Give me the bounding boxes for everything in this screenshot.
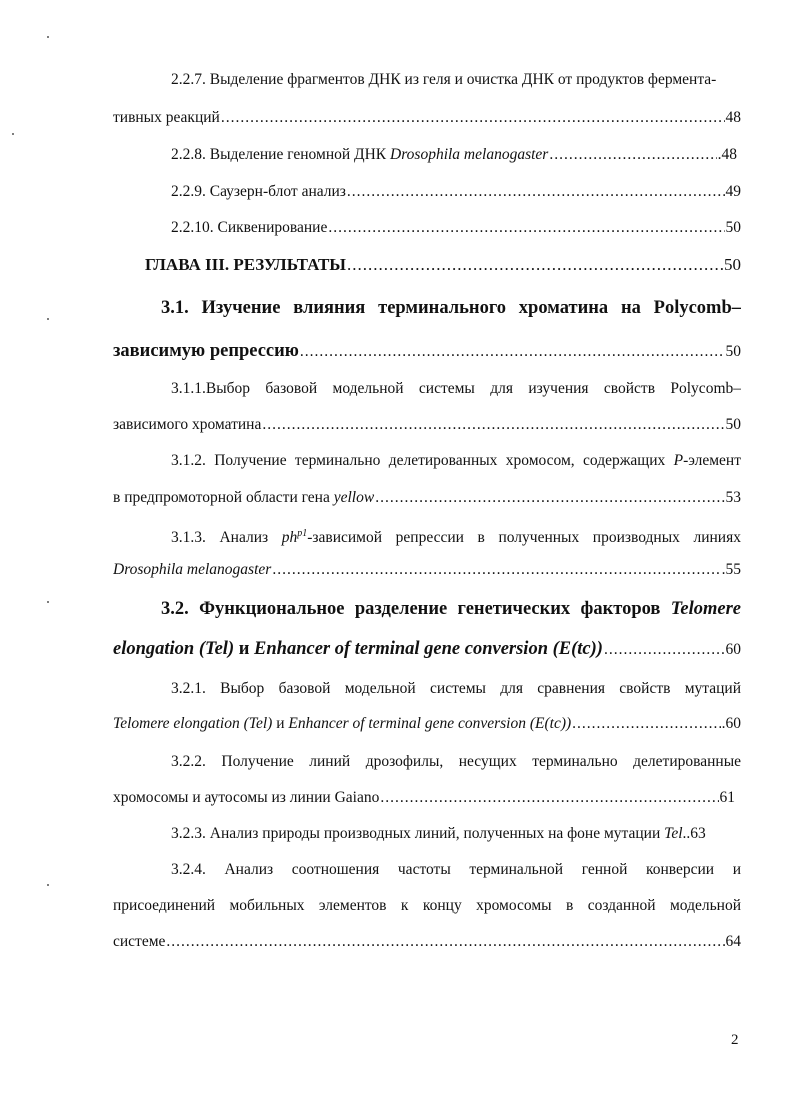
section-title: зависимую репрессию [113, 341, 299, 361]
toc-entry-3-2-4-line1 [171, 860, 741, 880]
section-title: 3.1. Изучение влияния терминального хроматина на Polycomb– [161, 298, 741, 318]
dot-leader [375, 488, 724, 508]
margin-mark [47, 884, 49, 886]
toc-text: зависимого хроматина [113, 416, 262, 433]
chapter-title: ГЛАВА III. РЕЗУЛЬТАТЫ [145, 255, 346, 274]
toc-entry-3-1-3-line1 [171, 524, 741, 548]
toc-page-number: 53 [725, 489, 741, 506]
dot-leader [347, 182, 725, 202]
toc-text: 3.1.3. Анализ [171, 529, 282, 547]
toc-entry-2-2-10 [171, 218, 741, 240]
toc-entry-2-2-9 [171, 182, 741, 204]
toc-entry-3-2-2-line1 [171, 752, 741, 772]
toc-entry-2-2-8 [171, 145, 737, 167]
toc-section-3-1-line1 [161, 296, 741, 322]
species-name: Drosophila melanogaster [390, 146, 549, 163]
section-title-italic: Telomere [670, 599, 741, 619]
gene-name: ph [281, 529, 298, 547]
gene-name: yellow [333, 489, 375, 506]
dot-leader [380, 788, 718, 808]
section-title: и [234, 639, 255, 659]
dot-leader [604, 640, 725, 660]
toc-page-number: .60 [721, 715, 741, 732]
toc-page-number: ..63 [682, 825, 706, 842]
toc-section-3-2-line1 [161, 597, 741, 623]
dot-leader [272, 560, 720, 580]
toc-text: 2.2.8. Выделение геномной ДНК [171, 146, 391, 163]
dot-leader [166, 932, 724, 952]
section-title-italic: elongation (Tel) [113, 639, 235, 659]
dot-leader [549, 145, 716, 165]
toc-page-number: .55 [721, 561, 741, 578]
page-number: 2 [731, 1032, 739, 1048]
toc-page-number: .48 [717, 146, 737, 163]
toc-section-3-1-line2 [113, 339, 741, 365]
toc-entry-3-2-3 [171, 824, 741, 844]
toc-text: -зависимой репрессии в полученных производных линиях [307, 529, 741, 547]
toc-chapter-3 [145, 255, 741, 279]
toc-page-number: 61 [719, 789, 735, 806]
mutation-name: Telomere elongation (Tel) [113, 715, 273, 732]
toc-text: 3.1.1.Выбор базовой модельной системы для изучения свойств Polycomb– [171, 380, 741, 397]
toc-text: присоединений мобильных элементов к концу хромосомы в созданной модельной [113, 897, 741, 914]
toc-text: 3.2.4. Анализ соотношения частоты терминальной генной конверсии и [171, 861, 741, 878]
dot-leader [262, 415, 724, 435]
toc-page-number: 50 [725, 219, 741, 236]
section-title: 3.2. Функциональное разделение генетических факторов [161, 599, 671, 619]
toc-entry-3-2-1-line1 [171, 679, 741, 699]
species-name: Drosophila melanogaster [113, 561, 272, 578]
toc-text: хромосомы и аутосомы из линии Gaiano [113, 789, 380, 806]
margin-mark [47, 36, 49, 38]
toc-text: 3.2.1. Выбор базовой модельной системы для сравнения свойств мутаций [171, 680, 741, 697]
allele-superscript: p1 [297, 528, 308, 539]
toc-page-number: 50 [725, 343, 741, 360]
toc-text: в предпромоторной области гена [113, 489, 334, 506]
section-title-italic: Enhancer of terminal gene conversion (E(tc)) [254, 639, 603, 659]
toc-entry-3-2-2-line2 [113, 788, 735, 810]
margin-mark [47, 318, 49, 320]
toc-entry-2-2-7-line1: 2.2.7. Выделение фрагментов ДНК из геля и очистка ДНК от продуктов фермента- [171, 71, 717, 88]
toc-entry-3-2-4-line3 [113, 932, 741, 954]
toc-entry-2-2-7-line2 [113, 108, 741, 130]
toc-text: системе [113, 933, 166, 950]
dot-leader [572, 714, 720, 734]
toc-text: 3.1.2. Получение терминально делетированных хромосом, содержащих [171, 452, 674, 469]
toc-entry-3-1-3-line2 [113, 560, 741, 582]
dot-leader [300, 342, 725, 362]
toc-text: 3.2.2. Получение линий дрозофилы, несущих терминально делетированные [171, 753, 741, 770]
toc-page-number: 50 [724, 255, 741, 274]
toc-text: 2.2.10. Сиквенирование [171, 219, 328, 236]
toc-entry-3-1-1-line2 [113, 415, 741, 437]
toc-entry-3-2-4-line2 [113, 896, 741, 916]
toc-text: 2.2.9. Саузерн-блот анализ [171, 183, 346, 200]
dot-leader [221, 108, 725, 128]
toc-text: тивных реакций [113, 109, 220, 126]
mutation-name: Tel [664, 825, 683, 842]
toc-section-3-2-line2 [113, 637, 741, 663]
margin-mark [47, 601, 49, 603]
toc-text: -элемент [683, 452, 741, 469]
toc-page-number: 50 [725, 416, 741, 433]
toc-entry-3-1-1-line1 [171, 379, 741, 399]
toc-page-number: 60 [725, 641, 741, 658]
dot-leader [328, 218, 724, 238]
mutation-name: Enhancer of terminal gene conversion (E(tc)) [288, 715, 572, 732]
toc-page-number: 48 [725, 109, 741, 126]
toc-entry-3-1-2-line1 [171, 451, 741, 471]
toc-page-number: 49 [725, 183, 741, 200]
dot-leader [347, 255, 723, 275]
toc-entry-3-1-2-line2 [113, 488, 741, 510]
margin-mark [12, 133, 14, 135]
toc-entry-3-2-1-line2 [113, 714, 741, 736]
toc-text: и [272, 715, 289, 732]
element-name: P [673, 452, 684, 469]
toc-page-number: 64 [725, 933, 741, 950]
toc-text: 3.2.3. Анализ природы производных линий, полученных на фоне мутации [171, 825, 665, 842]
